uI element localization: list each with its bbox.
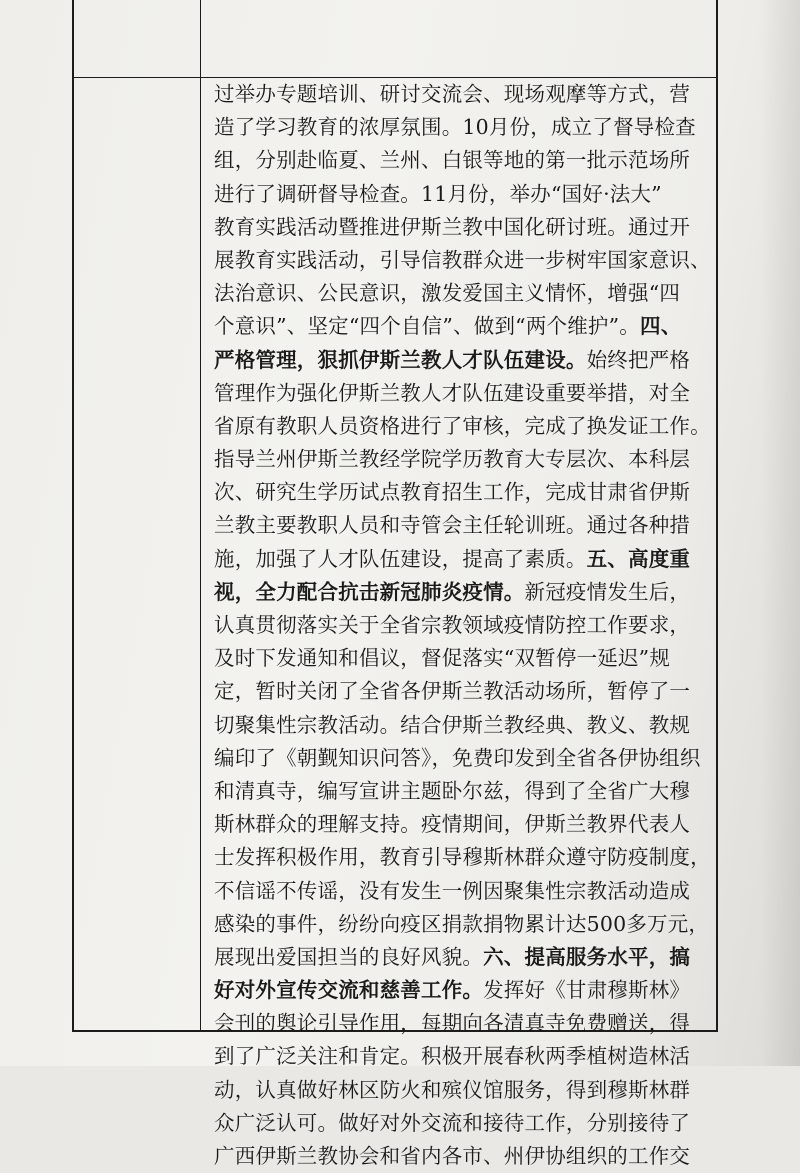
body-text-segment: 发挥好《甘肃穆斯林》 xyxy=(483,978,691,1003)
text-line xyxy=(214,841,710,874)
body-text-segment: 个意识”、坚定“四个自信”、做到“两个维护”。 xyxy=(214,314,640,339)
text-line xyxy=(214,875,710,908)
text-line xyxy=(214,1074,710,1107)
body-text-segment: 次、研究生学历试点教育招生工作，完成甘肃省伊斯 xyxy=(214,480,691,505)
text-line xyxy=(214,908,710,941)
text-line xyxy=(214,974,710,1007)
bold-heading-text: 五、高度重 xyxy=(586,546,691,571)
body-text-segment: 定，暂时关闭了全省各伊斯兰教活动场所，暂停了一 xyxy=(214,679,691,704)
body-text-segment: 及时下发通知和倡议，督促落实“双暂停一延迟”规 xyxy=(214,646,671,671)
body-text-segment: 教育实践活动暨推进伊斯兰教中国化研讨班。通过开 xyxy=(214,214,691,239)
body-text-segment: 进行了调研督导检查。11月份，举办“国好·法大” xyxy=(214,181,662,206)
text-line xyxy=(214,178,710,211)
body-text-segment: 管理作为强化伊斯兰教人才队伍建设重要举措，对全 xyxy=(214,380,691,405)
text-line xyxy=(214,941,710,974)
body-text-segment: 士发挥积极作用，教育引导穆斯林群众遵守防疫制度， xyxy=(214,845,711,870)
body-text-segment: 展教育实践活动，引导信教群众进一步树牢国家意识、 xyxy=(214,247,711,272)
text-line xyxy=(214,808,710,841)
text-line xyxy=(214,1040,710,1073)
text-line xyxy=(214,211,710,244)
text-line xyxy=(214,775,710,808)
body-text-segment: 省原有教职人员资格进行了审核，完成了换发证工作。 xyxy=(214,413,711,438)
text-line xyxy=(214,742,710,775)
bold-heading-text: 六、提高服务水平，搞 xyxy=(483,944,691,969)
body-text-segment: 新冠疫情发生后， xyxy=(524,579,691,604)
text-line xyxy=(214,344,710,377)
text-line xyxy=(214,244,710,277)
text-line xyxy=(214,543,710,576)
bold-heading-text: 严格管理，狠抓伊斯兰教人才队伍建设。 xyxy=(214,347,587,372)
body-text-segment: 广西伊斯兰教协会和省内各市、州伊协组织的工作交 xyxy=(214,1144,691,1168)
body-text-segment: 展现出爱国担当的良好风貌。 xyxy=(214,944,484,969)
page-shadow xyxy=(760,0,800,1066)
body-text xyxy=(214,78,710,1173)
bold-heading-text: 视，全力配合抗击新冠肺炎疫情。 xyxy=(214,579,525,604)
text-line xyxy=(214,310,710,343)
body-text-segment: 动，认真做好林区防火和殡仪馆服务，得到穆斯林群 xyxy=(214,1077,691,1102)
text-line xyxy=(214,377,710,410)
text-line xyxy=(214,576,710,609)
body-text-segment: 到了广泛关注和肯定。积极开展春秋两季植树造林活 xyxy=(214,1044,691,1069)
text-line xyxy=(214,1140,710,1173)
body-text-segment: 编印了《朝觐知识问答》，免费印发到全省各伊协组织 xyxy=(214,745,701,770)
body-text-segment: 造了学习教育的浓厚氛围。10月份，成立了督导检查 xyxy=(214,115,696,140)
text-line xyxy=(214,410,710,443)
text-line xyxy=(214,1007,710,1040)
text-line xyxy=(214,509,710,542)
text-line xyxy=(214,277,710,310)
bold-heading-text: 好对外宣传交流和慈善工作。 xyxy=(214,978,484,1003)
body-text-segment: 过举办专题培训、研讨交流会、现场观摩等方式，营 xyxy=(214,82,691,106)
text-line xyxy=(214,709,710,742)
body-text-segment: 兰教主要教职人员和寺管会主任轮训班。通过各种措 xyxy=(214,513,691,538)
body-text-segment: 感染的事件，纷纷向疫区捐款捐物累计达500多万元， xyxy=(214,911,710,936)
text-line xyxy=(214,111,710,144)
text-line xyxy=(214,675,710,708)
table-column-divider xyxy=(200,0,201,1032)
body-text-segment: 施，加强了人才队伍建设，提高了素质。 xyxy=(214,546,587,571)
bold-heading-text: 四、 xyxy=(640,314,682,339)
body-text-segment: 法治意识、公民意识，激发爱国主义情怀，增强“四 xyxy=(214,281,681,306)
body-text-segment: 始终把严格 xyxy=(586,347,691,372)
text-line xyxy=(214,642,710,675)
body-text-segment: 斯林群众的理解支持。疫情期间，伊斯兰教界代表人 xyxy=(214,812,691,837)
body-text-segment: 会刊的舆论引导作用，每期向各清真寺免费赠送，得 xyxy=(214,1011,691,1036)
body-text-segment: 切聚集性宗教活动。结合伊斯兰教经典、教义、教规 xyxy=(214,712,691,737)
text-line xyxy=(214,476,710,509)
body-text-segment: 认真贯彻落实关于全省宗教领域疫情防控工作要求， xyxy=(214,613,691,637)
text-line xyxy=(214,609,710,642)
body-text-segment: 组，分别赴临夏、兰州、白银等地的第一批示范场所 xyxy=(214,148,691,173)
text-line xyxy=(214,144,710,177)
text-line xyxy=(214,1107,710,1140)
text-line xyxy=(214,78,710,111)
body-text-segment: 众广泛认可。做好对外交流和接待工作，分别接待了 xyxy=(214,1110,691,1135)
body-text-segment: 和清真寺，编写宣讲主题卧尔兹，得到了全省广大穆 xyxy=(214,778,691,803)
text-line xyxy=(214,443,710,476)
body-text-segment: 指导兰州伊斯兰教经学院学历教育大专层次、本科层 xyxy=(214,447,691,472)
body-text-segment: 不信谣不传谣，没有发生一例因聚集性宗教活动造成 xyxy=(214,878,691,903)
